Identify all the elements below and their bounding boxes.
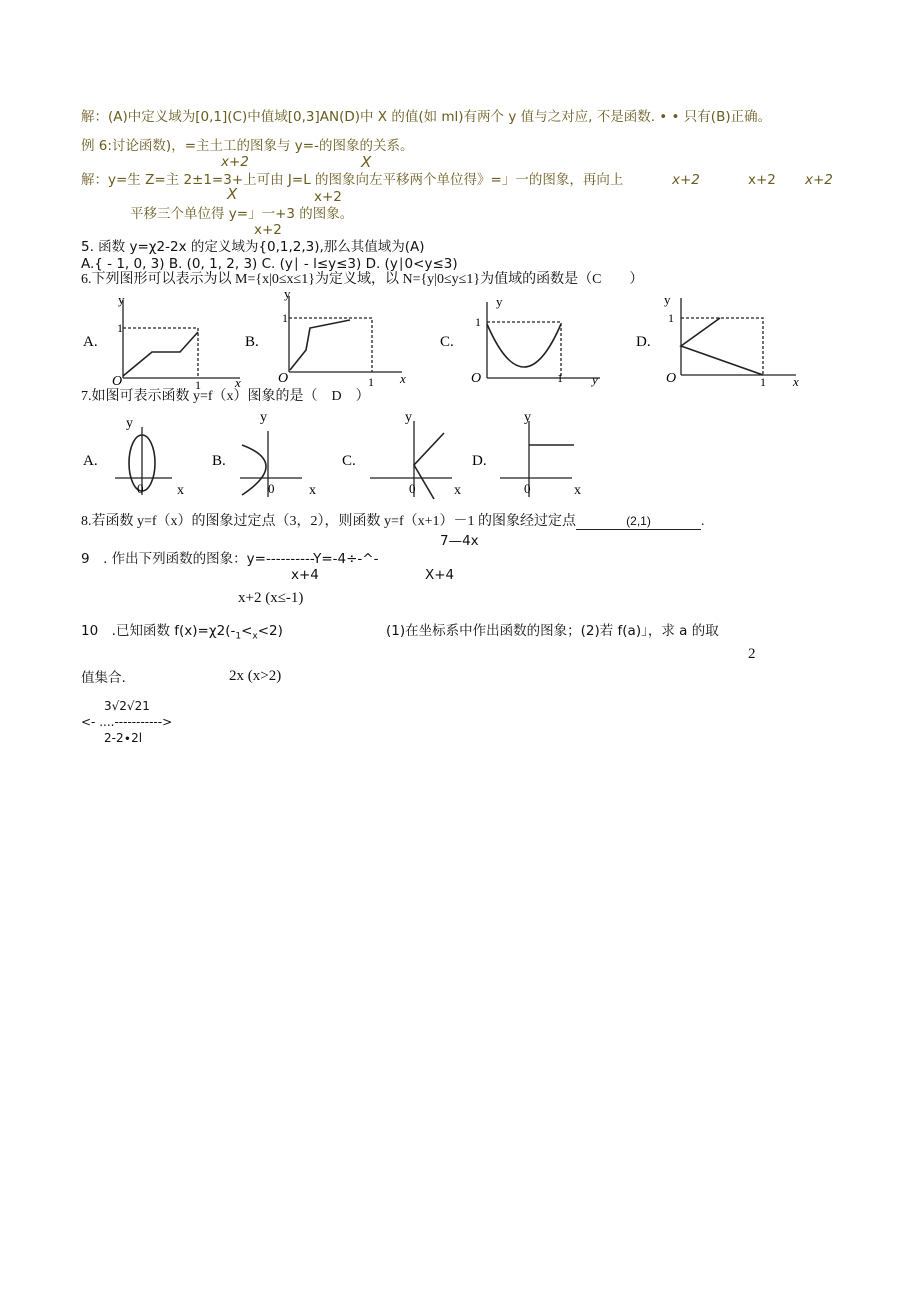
sentence-end: . bbox=[701, 514, 705, 529]
graph-d bbox=[500, 421, 574, 497]
question-10-stem-mid: < bbox=[241, 623, 253, 639]
x-axis-label: x bbox=[177, 483, 184, 498]
tick-label: 1 bbox=[282, 311, 288, 325]
tick-label: 1 bbox=[760, 375, 766, 389]
x-axis-label: x bbox=[793, 374, 799, 389]
fraction-numerator: x+2 bbox=[221, 154, 249, 170]
origin-label: 0 bbox=[524, 481, 531, 496]
margin-number: 2 bbox=[748, 646, 756, 662]
x-axis-label: x bbox=[400, 371, 406, 386]
question-9-stem: 9 . 作出下列函数的图象：y=----------Y=-4÷-^- bbox=[81, 551, 379, 567]
fraction-numerator: 7—4x bbox=[440, 533, 479, 549]
x-axis-label: x bbox=[574, 483, 581, 498]
subscript: x bbox=[252, 631, 258, 642]
option-label: D. bbox=[636, 334, 651, 350]
answer-blank: (2,1) bbox=[576, 513, 701, 530]
origin-label: O bbox=[666, 371, 677, 386]
question-10-stem bbox=[81, 623, 283, 645]
y-axis-label: y bbox=[284, 290, 291, 301]
fraction-denominator: x+2 bbox=[254, 222, 282, 238]
answer-line-3: 2-2∙2l bbox=[104, 731, 143, 745]
y-axis-label: y bbox=[664, 292, 671, 307]
question-10-parts: (1)在坐标系中作出函数的图象；(2)若 f(a)」，求 a 的取 bbox=[386, 623, 719, 639]
question-7-stem: 7.如图可表示函数 y=f（x）图象的是（ D ） bbox=[81, 389, 370, 404]
origin-label: 0 bbox=[268, 481, 275, 496]
piecewise-line-3: 2x (x>2) bbox=[229, 668, 282, 684]
question-10-continued: 值集合. bbox=[81, 670, 126, 686]
fraction-denominator: X bbox=[227, 185, 238, 203]
subscript: 1 bbox=[235, 631, 242, 642]
solution-line: 解：(A)中定义域为[0,1](C)中值域[0,3]AN(D)中 X 的值(如 ml)有两个 y 值与之对应, 不是函数. • • 只有(B)正确。 bbox=[81, 109, 772, 125]
question-10-stem-end: <2) bbox=[257, 623, 283, 639]
question-8 bbox=[81, 513, 705, 530]
question-7-graphs bbox=[0, 405, 920, 505]
origin-label: 0 bbox=[137, 481, 144, 496]
piecewise-line-1: x+2 (x≤-1) bbox=[238, 590, 304, 606]
example-6-line: 例 6:讨论函数)，=主土工的图象与 y=-的图象的关系。 bbox=[81, 138, 414, 154]
fraction-denominator: X bbox=[361, 153, 372, 171]
fraction-term: x+2 bbox=[805, 172, 833, 188]
tick-label: 1 bbox=[475, 315, 481, 329]
graph-a bbox=[123, 300, 240, 378]
origin-label: 0 bbox=[409, 481, 416, 496]
answer-line-2: <- ....-----------> bbox=[81, 715, 173, 729]
y-axis-label: y bbox=[496, 294, 503, 309]
option-label: C. bbox=[440, 334, 454, 350]
fraction-denominator: X+4 bbox=[425, 567, 455, 583]
option-label: B. bbox=[245, 334, 259, 350]
option-label: A. bbox=[83, 334, 98, 350]
fraction-denominator: x+4 bbox=[291, 567, 319, 583]
question-10-stem-text: 10 .已知函数 f(x)=χ2(- bbox=[81, 623, 236, 639]
x-axis-label: x bbox=[235, 375, 241, 390]
question-8-stem: 8.若函数 y=f（x）的图象过定点（3，2），则函数 y=f（x+1）－1 的图象经过定点 bbox=[81, 514, 577, 529]
answer-line-1: 3√2√21 bbox=[104, 699, 150, 713]
question-5-options: A.{ - 1, 0, 3) B. (0, 1, 2, 3) C. (y∣ - l≤y≤3) D. (y∣0<y≤3) bbox=[81, 256, 458, 272]
option-label: C. bbox=[342, 453, 356, 469]
question-5-stem: 5. 函数 y=χ2-2x 的定义域为{0,1,2,3),那么其值域为(A) bbox=[81, 239, 425, 255]
y-axis-label: y bbox=[118, 292, 125, 307]
tick-label: 1 bbox=[557, 371, 563, 385]
option-label: B. bbox=[212, 453, 226, 469]
y-axis-label: y bbox=[260, 410, 267, 425]
origin-label: O bbox=[112, 374, 123, 389]
example-6-solution-line-2: 平移三个单位得 y=」一+3 的图象。 bbox=[130, 206, 354, 222]
graph-c bbox=[487, 302, 600, 378]
fraction-term: x+2 bbox=[672, 172, 700, 188]
tick-label: 1 bbox=[368, 375, 374, 389]
y-axis-label: y bbox=[405, 410, 412, 425]
x-axis-label: x bbox=[454, 483, 461, 498]
graph-d bbox=[681, 298, 796, 375]
y-axis-label: y bbox=[524, 410, 531, 425]
tick-label: 1 bbox=[668, 311, 674, 325]
question-6-stem: 6.下列图形可以表示为以 M={x|0≤x≤1}为定义域，以 N={y|0≤y≤1}为值域的函数是（C ） bbox=[81, 272, 644, 287]
graph-a bbox=[115, 427, 172, 495]
origin-label: O bbox=[471, 371, 482, 386]
option-label: D. bbox=[472, 453, 487, 469]
option-label: A. bbox=[83, 453, 98, 469]
graph-b bbox=[289, 296, 402, 372]
y-axis-label: y bbox=[126, 416, 133, 431]
x-axis-label: y bbox=[592, 372, 598, 387]
tick-label: 1 bbox=[117, 321, 123, 335]
fraction-denominator: x+2 bbox=[314, 189, 342, 205]
tick-label: 1 bbox=[195, 378, 201, 392]
fraction-term: x+2 bbox=[748, 172, 776, 188]
origin-label: O bbox=[278, 371, 289, 386]
example-6-solution-line: 解：y=生 Z=主 2±1=3+上可由 J=L 的图象向左平移两个单位得》=」一的图象，再向上 bbox=[81, 172, 624, 188]
x-axis-label: x bbox=[309, 483, 316, 498]
